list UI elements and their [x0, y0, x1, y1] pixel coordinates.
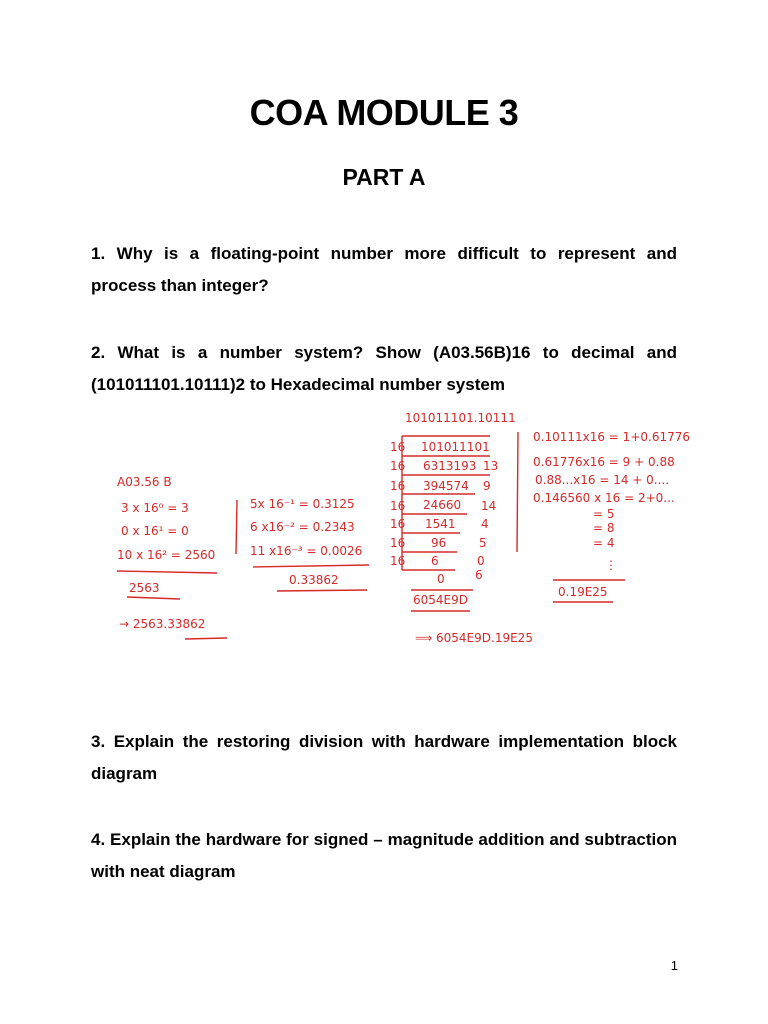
fraction-step: 6 x16⁻² = 0.2343	[250, 520, 355, 534]
question-1: 1. Why is a floating-point number more difficult to represent and process than integer?	[91, 244, 677, 295]
fraction-step: = 4	[593, 536, 615, 550]
integer-hex-result: 6054E9D	[413, 593, 468, 607]
divisor-label: 16	[390, 554, 406, 568]
integer-sum: 2563	[129, 581, 160, 595]
dividend: 96	[431, 536, 447, 550]
hex-to-decimal-working	[117, 475, 369, 639]
fraction-step: = 8	[593, 521, 615, 535]
fraction-sum: 0.33862	[289, 573, 339, 587]
dividend: 6	[431, 554, 439, 568]
remainder: 4	[481, 517, 489, 531]
fraction-step: ⋮	[605, 558, 617, 572]
dividend: 101011101	[421, 440, 490, 454]
dividend: 394574	[423, 479, 469, 493]
divisor-label: 16	[390, 517, 406, 531]
dividend: 6313193	[423, 459, 477, 473]
remainder: 0	[477, 554, 485, 568]
fraction-step: 0.61776x16 = 9 + 0.88	[533, 455, 675, 469]
hex-number: A03.56 B	[117, 475, 172, 489]
hex-final-result: → 2563.33862	[119, 617, 206, 631]
fraction-step: 11 x16⁻³ = 0.0026	[250, 544, 363, 558]
remainder: 5	[479, 536, 487, 550]
handwritten-solution-image	[105, 404, 690, 654]
divisor-label: 16	[390, 440, 406, 454]
division-ladder	[390, 436, 498, 586]
binary-number: 101011101.10111	[405, 411, 516, 425]
remainder: 13	[483, 459, 499, 473]
question-2: 2. What is a number system? Show (A03.56B)16 to decimal and (101011101.10111)2 to Hexadecimal number system	[91, 343, 677, 394]
question-3: 3. Explain the restoring division with hardware implementation block diagram	[91, 732, 677, 783]
fraction-step: 0.88...x16 = 14 + 0....	[535, 473, 670, 487]
document-title: COA MODULE 3	[249, 92, 519, 133]
fraction-hex-result: 0.19E25	[558, 585, 608, 599]
dividend: 1541	[425, 517, 456, 531]
fraction-step: 0.146560 x 16 = 2+0...	[533, 491, 675, 505]
fraction-step: 0.10111x16 = 1+0.61776	[533, 430, 690, 444]
section-heading: PART A	[342, 164, 426, 190]
remainder: 9	[483, 479, 491, 493]
integer-step: 10 x 16² = 2560	[117, 548, 216, 562]
fraction-step: = 5	[593, 507, 615, 521]
integer-step: 3 x 16⁰ = 3	[121, 501, 189, 515]
hex-final-result: ⟹ 6054E9D.19E25	[415, 631, 533, 645]
question-4: 4. Explain the hardware for signed – magnitude addition and subtraction with neat diagram	[91, 830, 677, 881]
divisor-label: 16	[390, 459, 406, 473]
integer-step: 0 x 16¹ = 0	[121, 524, 189, 538]
fraction-step: 5x 16⁻¹ = 0.3125	[250, 497, 355, 511]
divisor-label: 16	[390, 499, 406, 513]
divisor-label: 16	[390, 479, 406, 493]
dividend: 24660	[423, 498, 462, 512]
dividend: 0	[437, 572, 445, 586]
remainder: 6	[475, 568, 483, 582]
binary-to-hex-working	[390, 411, 690, 645]
remainder: 14	[481, 499, 497, 513]
page-number: 1	[670, 958, 678, 973]
divisor-label: 16	[390, 536, 406, 550]
